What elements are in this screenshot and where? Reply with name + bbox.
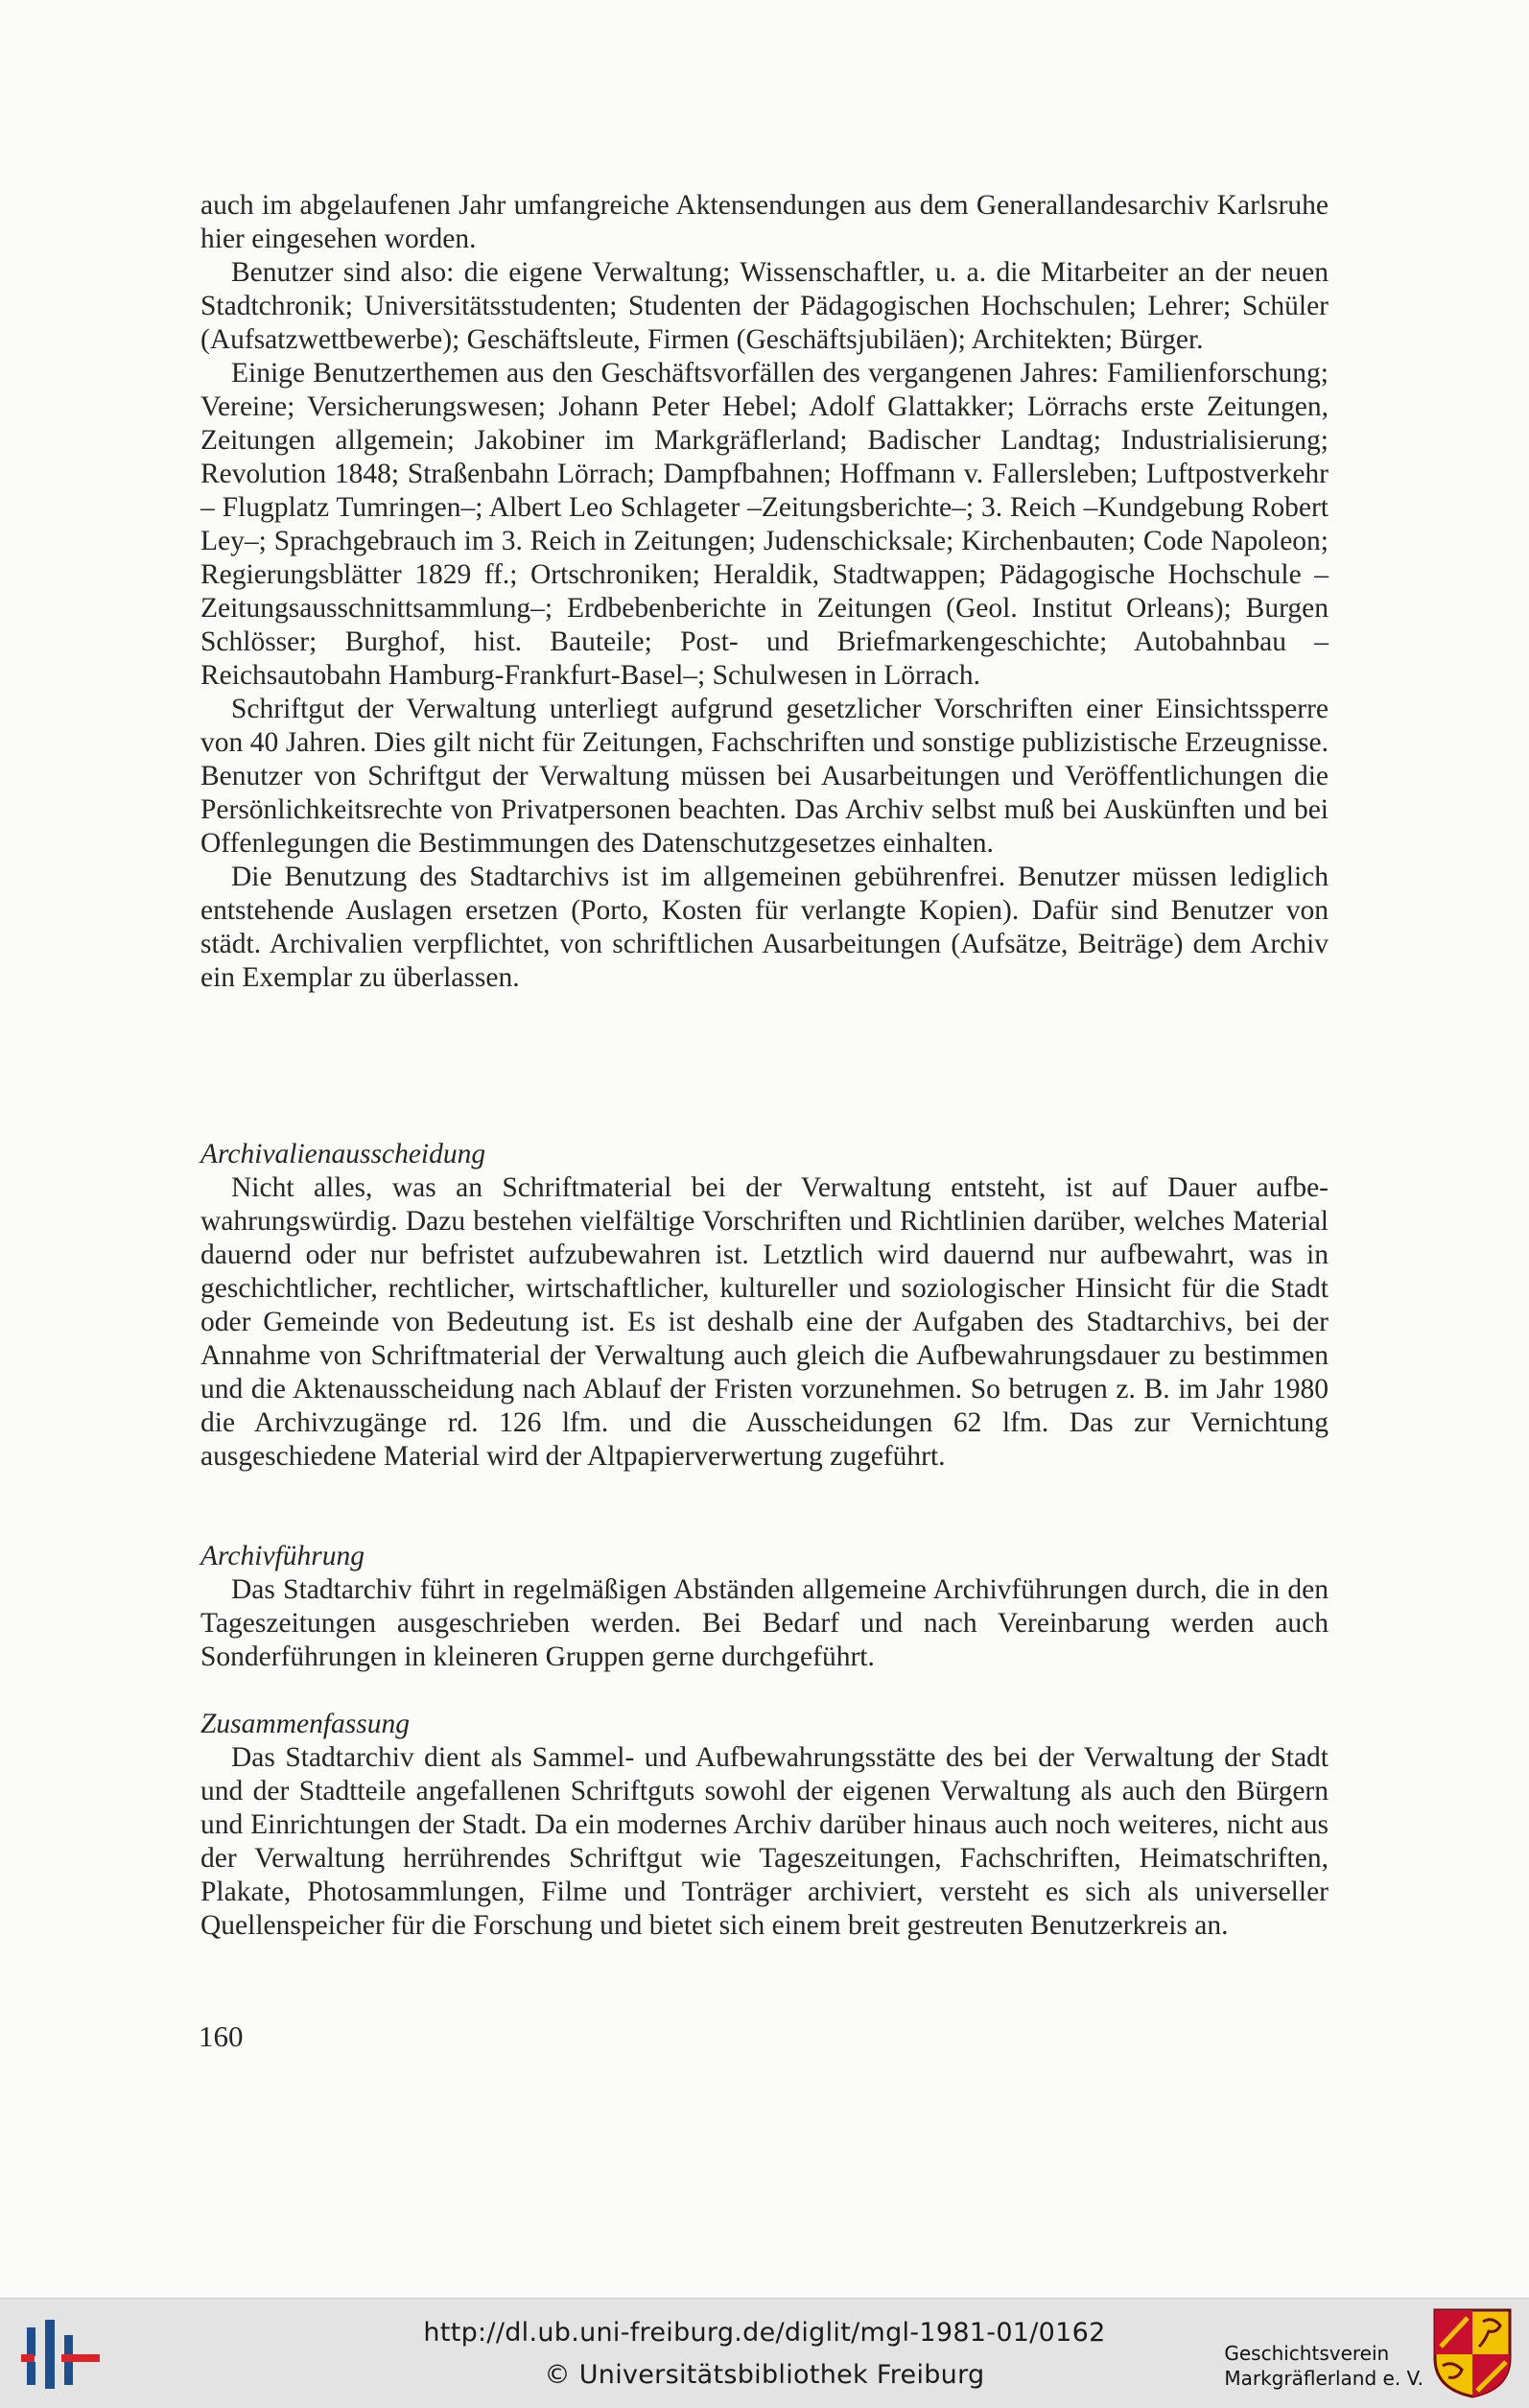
section-paragraph: Das Stadtarchiv führt in regelmäßigen Abständen allgemeine Archivführungen durch, die in den Tageszeitungen ausgeschrieben werden. Bei Bedarf und nach Vereinbarung werden auch Sonderführungen in kleineren Gruppen gerne durchgeführt. <box>200 1574 1329 1672</box>
viewer-footer <box>0 2298 1529 2408</box>
section-heading: Zusammenfassung <box>200 1709 410 1739</box>
section-heading: Archivführung <box>200 1541 365 1571</box>
paragraph-continuation: auch im abgelaufenen Jahr umfangreiche Aktensendungen aus dem Generallandesarchiv Karlsruhe hier eingesehen worden. <box>200 190 1329 254</box>
intro-text-block <box>200 189 1329 995</box>
copyright-notice: © Universitätsbibliothek Freiburg <box>544 2360 985 2390</box>
section-heading: Archivalienausscheidung <box>200 1139 486 1169</box>
society-name-line: Geschichtsverein <box>1224 2342 1390 2365</box>
paragraph-benutzung: Die Benutzung des Stadtarchivs ist im allgemeinen gebührenfrei. Benutzer müssen lediglich entstehende Auslagen ersetzen (Porto, Kosten für verlangte Kopien). Dafür sind Benutzer von städt. Archivalien verpflichtet, von schriftlichen Ausarbeitungen (Aufsätze, Beiträge) dem Archiv ein Exemplar zu überlassen. <box>200 862 1329 993</box>
section-archivalienausscheidung <box>200 1138 1329 1474</box>
society-name-line: Markgräflerland e. V. <box>1224 2367 1423 2390</box>
section-paragraph: Das Stadtarchiv dient als Sammel- und Aufbewahrungsstätte des bei der Verwaltung der Stadt und der Stadtteile angefallenen Schriftguts sowohl der eigenen Verwaltung als auch den Bürgern und Einrichtungen der Stadt. Da ein modernes Archiv darüber hinaus auch noch weiteres, nicht aus der Verwaltung herrührendes Schriftgut wie Tageszeitungen, Fachschriften, Heimatschriften, Plakate, Photosammlungen, Filme und Tonträger archiviert, versteht es sich als universeller Quellenspeicher für die Forschung und bietet sich einem breit gestreuten Benutzerkreis an. <box>200 1742 1329 1941</box>
paragraph-schriftgut: Schriftgut der Verwaltung unterliegt aufgrund gesetzlicher Vorschriften einer Einsichtssperre von 40 Jahren. Dies gilt nicht für Zeitungen, Fachschriften und sonstige publizistische Erzeugnisse. Benutzer von Schriftgut der Verwaltung müssen bei Ausarbeitungen und Veröffentlichungen die Persönlichkeitsrechte von Privatpersonen beachten. Das Archiv selbst muß bei Auskünften und bei Offenlegungen die Bestimmungen des Datenschutzgesetzes einhalten. <box>200 694 1329 859</box>
paragraph-benutzerthemen: Einige Benutzerthemen aus den Geschäftsvorfällen des vergangenen Jahres: Familienforschung; Vereine; Versicherungswesen; Johann Peter Hebel; Adolf Glattakker; Lörrachs erste Zeitungen, Zeitungen allgemein; Jakobiner im Markgräflerland; Badischer Landtag; Industrialisierung; Revolution 1848; Straßenbahn Lörrach; Dampfbahnen; Hoffmann v. Fallersleben; Luftpostverkehr – Flugplatz Tumringen–; Albert Leo Schlageter –Zeitungsberichte–; 3. Reich –Kundgebung Robert Ley–; Sprachgebrauch im 3. Reich in Zeitungen; Judenschicksale; Kirchenbauten; Code Napoleon; Regierungsblätter 1829 ff.; Ortschroniken; Heraldik, Stadtwappen; Pädagogische Hochschule –Zeitungsausschnittsammlung–; Erdbebenberichte in Zeitungen (Geol. Institut Orleans); Burgen Schlösser; Burghof, hist. Bauteile; Post- und Briefmarkengeschichte; Autobahnbau –Reichsautobahn Hamburg-Frankfurt-Basel–; Schulwesen in Lörrach. <box>200 358 1329 691</box>
society-name[interactable] <box>1224 2341 1423 2391</box>
section-zusammenfassung <box>200 1708 1329 1943</box>
section-archivfuehrung <box>200 1540 1329 1674</box>
paragraph-benutzer: Benutzer sind also: die eigene Verwaltung; Wissenschaftler, u. a. die Mitarbeiter an der neuen Stadtchronik; Universitätsstudenten; Studenten der Pädagogischen Hochschulen; Lehrer; Schüler (Aufsatzwettbewerbe); Geschäftsleute, Firmen (Geschäftsjubiläen); Architekten; Bürger. <box>200 257 1329 355</box>
document-url-link[interactable]: http://dl.ub.uni-freiburg.de/diglit/mgl-1981-01/0162 <box>423 2318 1106 2348</box>
section-paragraph: Nicht alles, was an Schriftmaterial bei der Verwaltung entsteht, ist auf Dauer aufbewahrungswürdig. Dazu bestehen vielfältige Vorschriften und Richtlinien darüber, welches Material dauernd oder nur befristet aufzubewahren ist. Letztlich wird dauernd nur aufbewahrt, was in geschichtlicher, rechtlicher, wirtschaftlicher, kultureller und soziologischer Hinsicht für die Stadt oder Gemeinde von Bedeutung ist. Es ist deshalb eine der Aufgaben des Stadtarchivs, bei der Annahme von Schriftmaterial der Verwaltung auch gleich die Aufbewahrungsdauer zu bestimmen und die Aktenausscheidung nach Ablauf der Fristen vorzunehmen. So betrugen z. B. im Jahr 1980 die Archivzugänge rd. 126 lfm. und die Ausscheidungen 62 lfm. Das zur Vernichtung ausgeschiedene Material wird der Altpapierverwertung zugeführt. <box>200 1172 1329 1472</box>
coat-of-arms-icon[interactable] <box>1433 2308 1512 2398</box>
page-number: 160 <box>199 2019 244 2053</box>
